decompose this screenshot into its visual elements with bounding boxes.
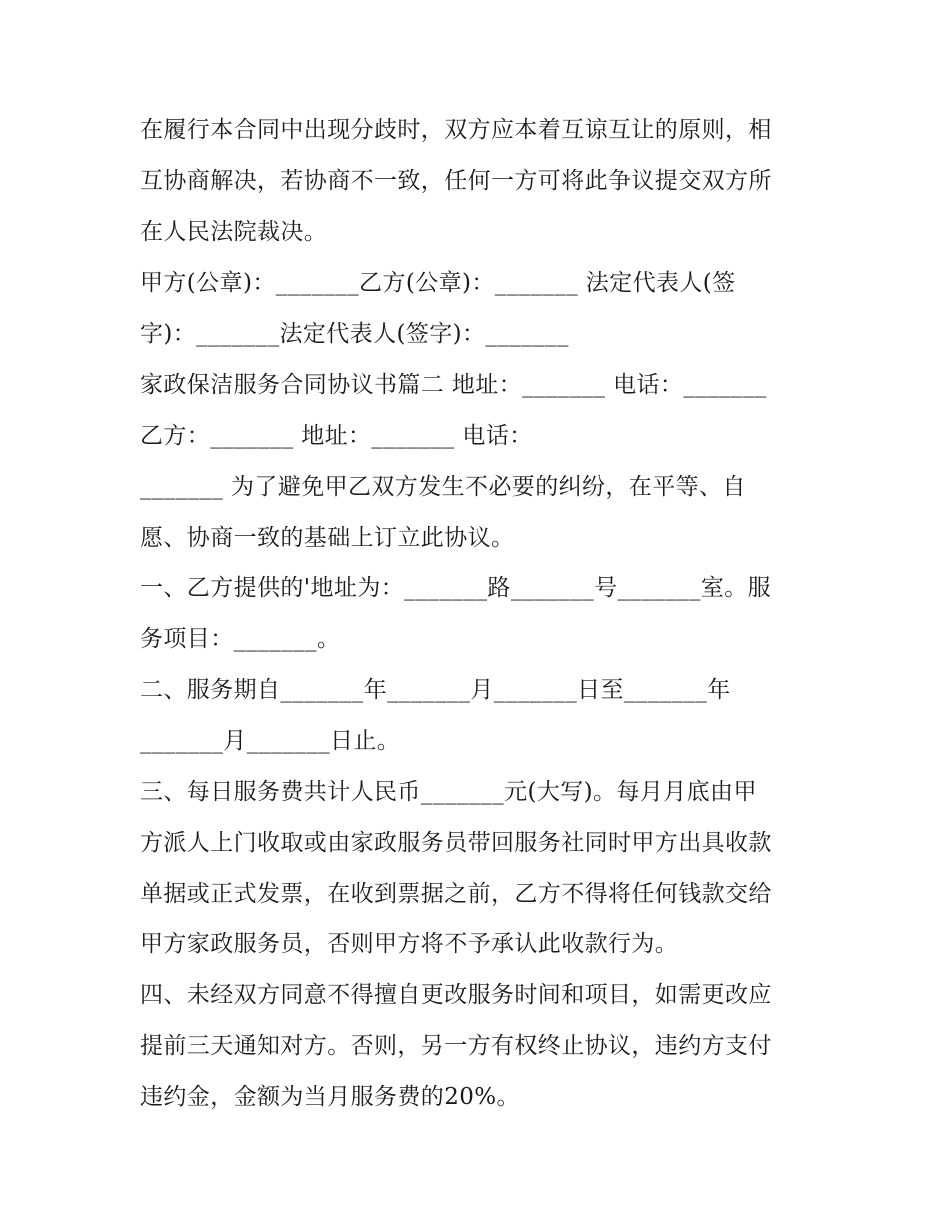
- text-line: 务项目：_______。: [140, 626, 341, 652]
- text-line: 三、每日服务费共计人民币_______元(大写)。每月月底由甲: [140, 779, 757, 805]
- text-line: 甲方家政服务员，否则甲方将不予承认此收款行为。: [140, 931, 679, 957]
- text-line: 甲方(公章)：_______乙方(公章)：_______ 法定代表人(签: [140, 270, 736, 296]
- text-line: 方派人上门收取或由家政服务员带回服务社同时甲方出具收款: [140, 830, 772, 856]
- text-line: 一、乙方提供的'地址为：_______路_______号_______室。服: [140, 575, 772, 601]
- text-line: 愿、协商一致的基础上订立此协议。: [140, 525, 515, 551]
- text-line: _______ 为了避免甲乙双方发生不必要的纠纷，在平等、自: [140, 474, 746, 500]
- text-line: 单据或正式发票，在收到票据之前，乙方不得将任何钱款交给: [140, 881, 772, 907]
- text-line: 字)：_______法定代表人(签字)：_______: [140, 321, 569, 347]
- text-line: 违约金，金额为当月服务费的20%。: [140, 1084, 520, 1110]
- text-line: 乙方：_______ 地址：_______ 电话：: [140, 423, 533, 449]
- text-line: _______月_______日止。: [140, 728, 401, 754]
- text-line: 二、服务期自_______年_______月_______日至_______年: [140, 677, 731, 703]
- text-line: 互协商解决，若协商不一致，任何一方可将此争议提交双方所: [140, 168, 772, 194]
- text-line: 提前三天通知对方。否则，另一方有权终止协议，违约方支付: [140, 1033, 772, 1059]
- text-line: 家政保洁服务合同协议书篇二 地址：_______ 电话：_______: [140, 372, 767, 398]
- text-line: 在履行本合同中出现分歧时，双方应本着互谅互让的原则，相: [140, 117, 772, 143]
- text-line: 四、未经双方同意不得擅自更改服务时间和项目，如需更改应: [140, 982, 772, 1008]
- text-line: 在人民法院裁决。: [140, 219, 328, 245]
